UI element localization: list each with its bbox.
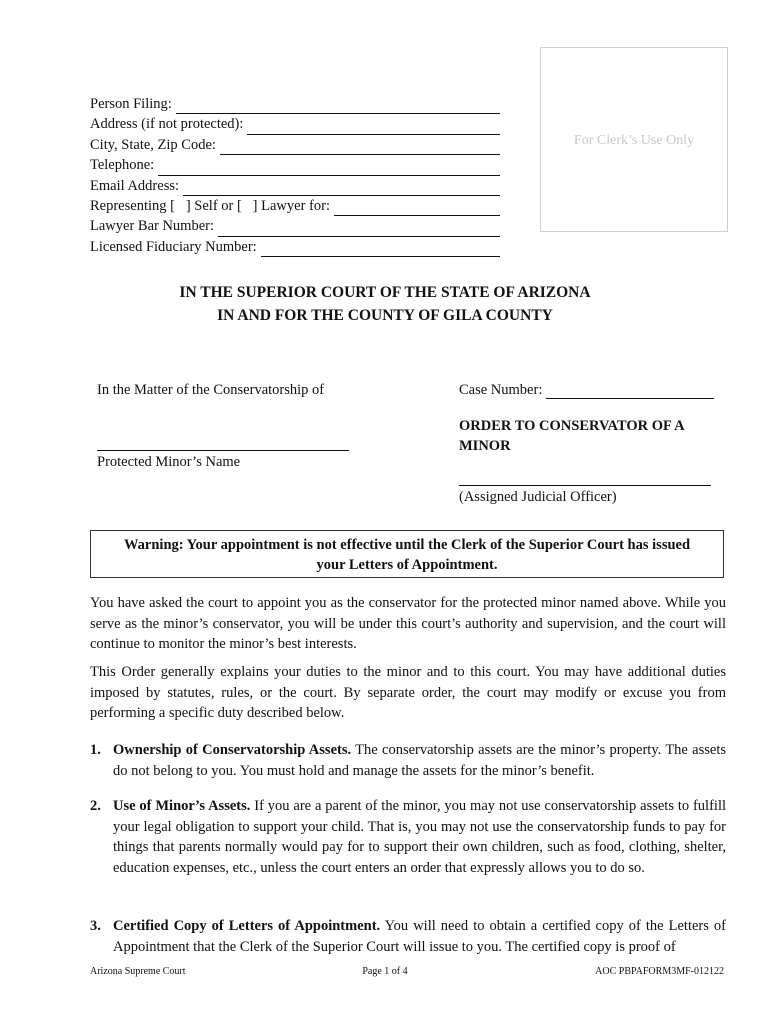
field-line[interactable] bbox=[218, 222, 500, 237]
item-text: You will need to obtain a certified copy of the Letters of Appointment that the Clerk of the Superior Court will issue to you. The certified copy is proof of bbox=[113, 918, 726, 955]
intro-paragraph: You have asked the court to appoint you as the conservator for the protected minor named above. While you serve as the minor’s conservator, you will be under this court’s authority and supervision, and the court will continue to monitor the minor’s best interests. bbox=[90, 595, 726, 652]
footer-form-code: AOC PBPAFORM3MF-012122 bbox=[595, 966, 724, 977]
item-heading: Use of Minor’s Assets. bbox=[113, 798, 251, 814]
field-person-filing[interactable]: Person Filing: bbox=[90, 94, 500, 114]
warning-box bbox=[90, 530, 724, 578]
field-representing[interactable]: Representing [ ] Self or [ ] Lawyer for: bbox=[90, 196, 500, 216]
court-title bbox=[0, 281, 770, 327]
field-telephone[interactable]: Telephone: bbox=[90, 155, 500, 175]
judicial-officer-field[interactable] bbox=[459, 485, 711, 486]
field-address[interactable]: Address (if not protected): bbox=[90, 114, 500, 134]
item-text: If you are a parent of the minor, you may not use conservatorship assets to fulfill your legal obligation to support your child. That is, you may not use the conservatorship funds to pay for things that parents normally would pay for to support their own children, such as food, clothing, shelter, education expenses, etc., unless the court enters an order that expressly allows you to do so. bbox=[113, 798, 726, 876]
item-number: 2. bbox=[90, 798, 101, 814]
clerk-use-box bbox=[540, 47, 728, 232]
field-line[interactable] bbox=[247, 120, 500, 135]
list-item bbox=[90, 796, 726, 878]
field-fiduciary-number[interactable]: Licensed Fiduciary Number: bbox=[90, 237, 500, 257]
list-item bbox=[90, 916, 726, 957]
field-line[interactable] bbox=[176, 99, 500, 114]
item-heading: Ownership of Conservatorship Assets. bbox=[113, 742, 352, 758]
list-item bbox=[90, 740, 726, 781]
field-line[interactable] bbox=[220, 140, 500, 155]
case-number-field[interactable] bbox=[459, 382, 714, 399]
field-line[interactable] bbox=[183, 181, 500, 196]
item-number: 3. bbox=[90, 918, 101, 934]
minor-name-label: Protected Minor’s Name bbox=[97, 454, 241, 470]
warning-line1: Warning: Your appointment is not effective until the Clerk of the Superior Court has issued bbox=[123, 537, 691, 553]
matter-label: In the Matter of the Conservatorship of bbox=[97, 382, 325, 398]
minor-name-field[interactable] bbox=[97, 450, 349, 451]
judicial-officer-label: (Assigned Judicial Officer) bbox=[459, 489, 617, 505]
order-title: ORDER TO CONSERVATOR OF A MINOR bbox=[459, 418, 684, 454]
clerk-use-label: For Clerk’s Use Only bbox=[573, 133, 695, 148]
field-line[interactable] bbox=[334, 201, 500, 216]
duties-paragraph: This Order generally explains your duties to the minor and to this court. You may have additional duties imposed by statutes, rules, or the court. By separate order, the court may modify or excuse you from performing a specific duty described below. bbox=[90, 664, 726, 721]
case-number-line[interactable] bbox=[546, 384, 714, 399]
court-title-line1: IN THE SUPERIOR COURT OF THE STATE OF ARIZONA bbox=[179, 284, 591, 301]
warning-line2: your Letters of Appointment. bbox=[316, 556, 498, 573]
item-number: 1. bbox=[90, 742, 101, 758]
field-city-state-zip[interactable]: City, State, Zip Code: bbox=[90, 135, 500, 155]
footer-left: Arizona Supreme Court bbox=[90, 966, 186, 977]
item-text: The conservatorship assets are the minor’s property. The assets do not belong to you. You must hold and manage the assets for the minor’s benefit. bbox=[113, 742, 727, 779]
field-bar-number[interactable]: Lawyer Bar Number: bbox=[90, 216, 500, 236]
item-heading: Certified Copy of Letters of Appointment. bbox=[113, 918, 381, 934]
case-number-label: Case Number: bbox=[459, 382, 543, 398]
field-line[interactable] bbox=[158, 161, 500, 176]
filer-info-block bbox=[90, 94, 500, 257]
footer-page-number: Page 1 of 4 bbox=[362, 966, 408, 977]
field-line[interactable] bbox=[261, 242, 500, 257]
court-title-line2: IN AND FOR THE COUNTY OF GILA COUNTY bbox=[217, 307, 553, 324]
field-email[interactable]: Email Address: bbox=[90, 176, 500, 196]
